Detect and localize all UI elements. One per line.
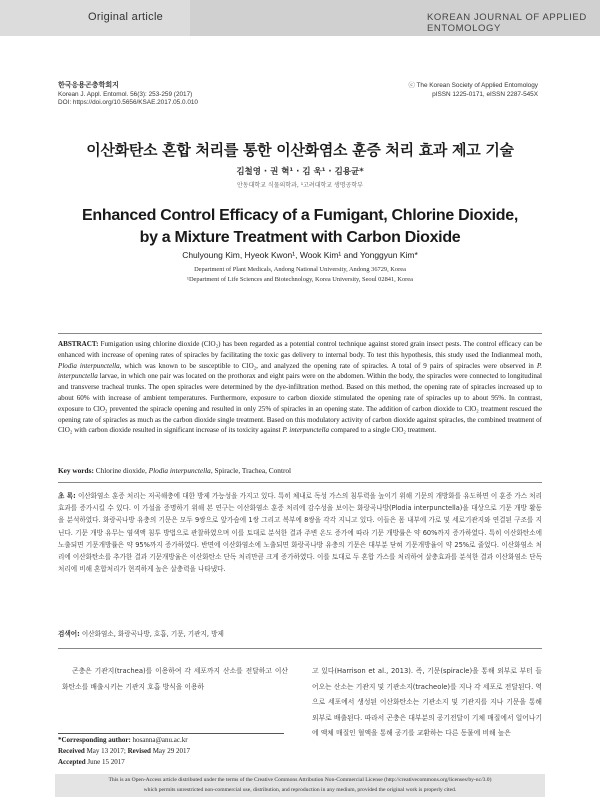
- abstract-text: compared to a single ClO₂ treatment.: [329, 426, 437, 435]
- affiliation-english-2: ¹Department of Life Sciences and Biotechnology, Korea University, Seoul 02841, Korea: [187, 276, 413, 283]
- society-block: [408, 82, 538, 99]
- title-english: [0, 205, 600, 249]
- body-column-left: 곤충은 기관지(trachea)를 이용하여 각 세포까지 산소를 전달하고 이산화탄소를 배출시키는 기관지 호흡 방식을 이용하: [62, 667, 288, 691]
- keywords-label: Key words:: [58, 466, 94, 475]
- species-name: P. interpunctella: [282, 426, 330, 435]
- revised-date: May 29 2017: [150, 747, 191, 755]
- received-revised: [58, 746, 284, 757]
- license-notice: [55, 774, 545, 797]
- abstract-korean: [58, 490, 542, 575]
- abstract-korean-label: 초 록:: [58, 492, 76, 500]
- accepted-label: Accepted: [58, 758, 86, 766]
- affiliation-english-1: Department of Plant Medicals, Andong National University, Andong 36729, Korea: [194, 266, 406, 273]
- journal-box: [190, 0, 600, 36]
- divider: [58, 648, 542, 649]
- copyright-notice: ⓒ The Korean Society of Applied Entomology: [408, 82, 538, 89]
- corresponding-author-email[interactable]: hosanna@anu.ac.kr: [130, 736, 188, 744]
- keywords-text: , Spiracle, Trachea, Control: [210, 466, 292, 475]
- species-name: Plodia interpunctella: [148, 466, 211, 475]
- authors-korean: 김철영 · 권 혁¹ · 김 욱¹ · 김용균*: [236, 167, 364, 177]
- journal-name: KOREAN JOURNAL OF APPLIED ENTOMOLOGY: [427, 12, 587, 34]
- citation-block: [58, 82, 198, 108]
- title-korean: 이산화탄소 혼합 처리를 통한 이산화염소 훈증 처리 효과 제고 기술: [86, 141, 514, 159]
- keywords-text: Chlorine dioxide,: [93, 466, 149, 475]
- license-line2: which permits unrestricted non-commercial use, distribution, and reproduction in any medium, provided the original work is properly cited.: [143, 787, 457, 793]
- license-line1[interactable]: This is an Open-Access article distributed under the terms of the Creative Commons Attribution Non-Commercial License (http://creativecommons.org/licenses/by-nc/3.0): [108, 777, 492, 783]
- revised-label: Revised: [127, 747, 151, 755]
- keywords-korean: [58, 628, 542, 638]
- accepted-date: June 15 2017: [85, 758, 125, 766]
- doi-link[interactable]: DOI: https://doi.org/10.5656/KSAE.2017.05.0.010: [58, 99, 198, 107]
- title-english-line1: Enhanced Control Efficacy of a Fumigant, Chlorine Dioxide,: [82, 207, 518, 224]
- corresponding-author-label: *Corresponding author:: [58, 736, 131, 744]
- species-name: Plodia interpunctella: [58, 361, 120, 370]
- title-english-line2: by a Mixture Treatment with Carbon Dioxide: [139, 229, 461, 246]
- header-bar: [0, 0, 600, 36]
- affiliation-korean: 안동대학교 식물의학과, ¹고려대학교 생명공학부: [237, 182, 363, 189]
- keywords-korean-text: 이산화염소, 화랑곡나방, 호흡, 기문, 기관지, 방제: [79, 630, 224, 638]
- citation-line: Korean J. Appl. Entomol. 56(3): 253-259 (2017): [58, 90, 193, 98]
- article-type: Original article: [88, 11, 164, 23]
- divider: [58, 333, 542, 334]
- keywords-korean-label: 검색어:: [58, 630, 80, 638]
- abstract-text: , which was known to be susceptible to ClO₂, and analyzed the opening rate of spiracles. A total of 9 pairs of spiracles were observed in: [119, 361, 537, 370]
- received-date: May 13 2017;: [84, 747, 128, 755]
- abstract-text: larvae, in which one pair was located on the prothorax and eight pairs were on the abdomen. Within the body, the spiracles were connected to longitudinal and transverse tracheal trunks. The open spiracles were determined by the dye-infiltration method. Based on this method, the opening rate of spiracles increased up to about 60% with increase of ambient temperatures. Furthermore, exposure to carbon dioxide stimulated the opening rate of spiracles up to about 95%. In contrast, exposure to ClO₂ prevented the spiracle opening and resulted in only 25% of spiracles in an opening state. The addition of carbon dioxide to ClO₂ treatment rescued the opening rate of spiracles as much as the carbon dioxide single treatment. Based on this modulatory activity of carbon dioxide against spiracles, the combined treatment of ClO₂ with carbon dioxide resulted in significant increase of its toxicity against: [58, 372, 542, 435]
- divider: [58, 482, 542, 483]
- correspondence-block: [58, 735, 284, 768]
- authors-english: Chulyoung Kim, Hyeok Kwon¹, Wook Kim¹ and Yonggyun Kim*: [182, 250, 418, 260]
- keywords-english: [58, 466, 542, 475]
- journal-korean-name: 한국응용곤충학회지: [58, 82, 119, 89]
- affiliation-english: [0, 265, 600, 285]
- abstract-korean-text: 이산화염소 훈증 처리는 저곡해충에 대한 방제 가능성을 가지고 있다. 특히 체내로 독성 가스의 침투력을 높이기 위해 기문의 개방화를 유도하면 이 훈증 가스 처리 효과를 증가시킬 수 있다. 이 가설을 증명하기 위해 본 연구는 이산화염소 훈증 처리에 감수성을 보이는 화랑곡나방(Plodia interpunctella)을 대상으로 기문 개방 활동을 분석하였다. 화랑곡나방 유충의 기문은 모두 9쌍으로 앞가슴에 1쌍 그리고 복부에 8쌍을 각각 지니고 있다. 이들은 몸 내부에 가로 및 세로기관지와 연결된 구조를 지닌다. 기문 개방 유무는 염색액 침투 방법으로 관찰하였으며 이를 토대로 분석한 결과 주변 온도 증가에 따라 기문 개방률은 약 60%까지 증가하였다. 특히 이산화탄소에 노출되면 기문개방률은 약 95%까지 증가하였다. 반면에 이산화염소에 노출되면 화랑곡나방 유충의 기문은 대부분 닫혀 기문개방율이 약 25%로 줄었다. 이산화염소 처리에 이산화탄소를 추가한 결과 기문개방율은 이산화탄소 단독 처리만큼 크게 증가하였다. 이를 토대로 두 혼합 가스를 처리하여 살충효과를 분석한 결과 이산화염소 단독 처리에 비해 혼합처리가 현격하게 높은 살충력을 나타냈다.: [58, 492, 543, 574]
- abstract-english: [58, 339, 542, 436]
- body-column-right: 고 있다(Harrison et al., 2013). 즉, 기문(spiracle)을 통해 외부로 부터 들어오는 산소는 기관지 및 기관소지(tracheole)를 지나 각 세포로 전달된다. 역으로 세포에서 생성된 이산화탄소는 기관소지 및 기관지를 지나 기문을 통해 외부로 배출된다. 따라서 곤충은 대부분의 공기전달이 기체 매질에서 일어나기에 액체 매질인 혈액을 통해 공기를 교환하는 다른 동물에 비해 높은: [312, 667, 542, 738]
- issn: pISSN 1225-0171, eISSN 2287-545X: [432, 90, 538, 98]
- article-type-box: [0, 0, 190, 36]
- accepted: [58, 757, 284, 768]
- abstract-label: ABSTRACT:: [58, 340, 99, 348]
- abstract-text: Fumigation using chlorine dioxide (ClO₂) has been regarded as a potential control technique against stored grain insect pests. The control efficacy can be enhanced with increase of opening rates of spiracles by facilitating the toxic gas delivery to internal body. To test this hypothesis, this study used the Indianmeal moth,: [58, 340, 542, 359]
- footnote-divider: [58, 733, 284, 734]
- received-label: Received: [58, 747, 85, 755]
- species-name: P. interpunctella: [58, 361, 543, 381]
- corresponding-author: [58, 735, 284, 746]
